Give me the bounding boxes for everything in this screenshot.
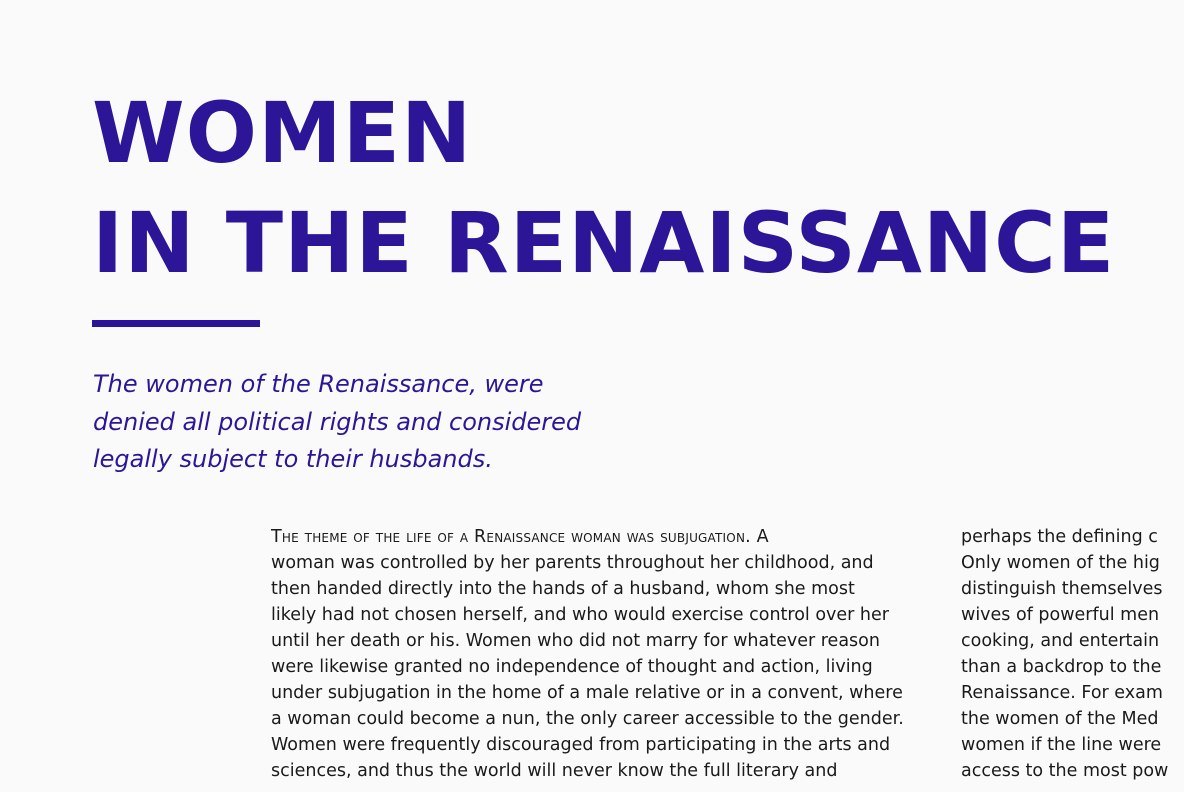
page-title [92, 78, 1115, 298]
subtitle-line-3: legally subject to their husbands. [93, 445, 493, 473]
body-line: until her death or his. Women who did not marry for whatever reason [271, 631, 880, 651]
body-line: The theme of the life of a Renaissance woman was subjugation. A [271, 527, 769, 547]
subtitle-line-2: denied all political rights and considered [93, 407, 582, 436]
body-line: Women were frequently discouraged from participating in the arts and [271, 735, 891, 755]
body-line: distinguish themselves [961, 579, 1163, 599]
body-line: under subjugation in the home of a male relative or in a convent, where [271, 683, 903, 703]
body-line: sciences, and thus the world will never know the full literary and [271, 761, 838, 781]
body-line: Renaissance. For exam [961, 683, 1163, 703]
body-line: wives of powerful men [961, 605, 1160, 625]
body-line: Only women of the hig [961, 553, 1160, 573]
title-line-2: IN THE RENAISSANCE [92, 194, 1116, 292]
body-line: then handed directly into the hands of a husband, whom she most [271, 579, 855, 599]
body-line: the women of the Med [961, 709, 1159, 729]
body-line: women if the line were [961, 735, 1162, 755]
body-line: woman was controlled by her parents throughout her childhood, and [271, 553, 874, 573]
body-line: cooking, and entertain [961, 631, 1160, 651]
subtitle-line-1: The women of the Renaissance, were [93, 370, 544, 398]
body-column-1 [271, 524, 941, 784]
body-line: likely had not chosen herself, and who would exercise control over her [271, 605, 889, 625]
title-line-1: WOMEN [92, 84, 473, 182]
body-line: perhaps the defining c [961, 527, 1158, 547]
subtitle [93, 366, 653, 479]
body-column-2 [961, 524, 1184, 792]
body-line: were likewise granted no independence of thought and action, living [271, 657, 873, 677]
title-divider [92, 320, 260, 327]
body-line: access to the most pow [961, 761, 1169, 781]
body-line: a woman could become a nun, the only career accessible to the gender. [271, 709, 904, 729]
body-line: than a backdrop to the [961, 657, 1162, 677]
